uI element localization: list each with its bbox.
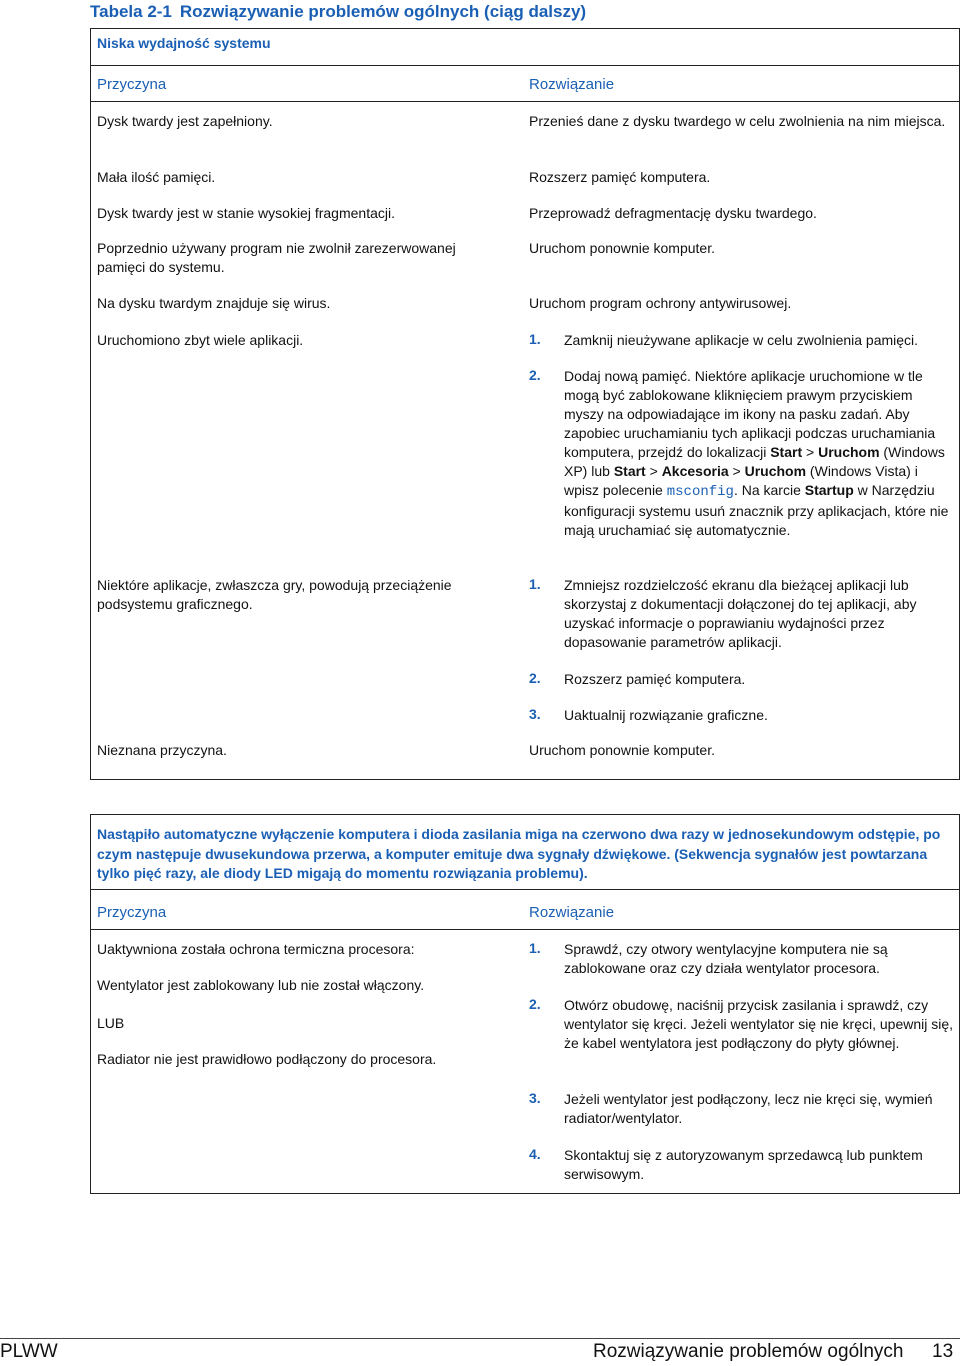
divider bbox=[91, 889, 959, 890]
divider bbox=[91, 929, 959, 930]
page-number: 13 bbox=[932, 1341, 954, 1362]
footer-rule bbox=[0, 1338, 960, 1339]
solution-cell: Uruchom ponownie komputer. bbox=[529, 240, 715, 256]
solution-cell: Rozszerz pamięć komputera. bbox=[529, 169, 711, 185]
tab-startup: Startup bbox=[804, 482, 854, 498]
solution-cell: Przeprowadź defragmentację dysku twardego. bbox=[529, 205, 817, 221]
section-title: Niska wydajność systemu bbox=[97, 35, 271, 51]
menu-accessories: Akcesoria bbox=[661, 463, 729, 479]
command-msconfig: msconfig bbox=[666, 484, 734, 500]
table-low-performance bbox=[90, 28, 960, 780]
cause-cell: Uaktywniona została ochrona termiczna procesora: bbox=[97, 941, 415, 957]
step-number: 2. bbox=[529, 367, 541, 383]
table-label: Tabela 2-1 bbox=[90, 2, 172, 21]
section-title: Nastąpiło automatyczne wyłączenie komputera i dioda zasilania miga na czerwono dwa razy w jednosekundowym odstępie, po czym następuje dwusekundowa przerwa, a komputer emituje dwa sygnały dźwiękowe. (Sekwencja sygnałów jest powtarzana tylko pięć razy, ale diody LED migają do momentu rozwiązania problemu). bbox=[97, 826, 941, 881]
footer-title: Rozwiązywanie problemów ogólnych bbox=[593, 1341, 904, 1362]
step-text: Otwórz obudowę, naciśnij przycisk zasilania i sprawdź, czy wentylator się kręci. Jeżeli wentylator się nie kręci, upewnij się, że kabel wentylatora jest podłączony do płyty głównej. bbox=[564, 997, 954, 1051]
header-cause: Przyczyna bbox=[97, 76, 167, 93]
step-text: Sprawdź, czy otwory wentylacyjne komputera nie są zablokowane oraz czy działa wentylator procesora. bbox=[564, 941, 888, 976]
table-title: Rozwiązywanie problemów ogólnych (ciąg dalszy) bbox=[179, 2, 587, 21]
step-number: 1. bbox=[529, 331, 541, 347]
step-number: 2. bbox=[529, 670, 541, 686]
step-number: 4. bbox=[529, 1146, 541, 1162]
cause-cell: Mała ilość pamięci. bbox=[97, 169, 216, 185]
menu-run: Uruchom bbox=[818, 444, 880, 460]
step-text: Jeżeli wentylator jest podłączony, lecz nie kręci się, wymień radiator/wentylator. bbox=[564, 1091, 933, 1126]
cause-cell: Poprzednio używany program nie zwolnił zarezerwowanej pamięci do systemu. bbox=[97, 240, 456, 275]
cause-cell: Dysk twardy jest zapełniony. bbox=[97, 113, 273, 129]
step-number: 1. bbox=[529, 576, 541, 592]
menu-start: Start bbox=[770, 444, 803, 460]
step-text: Uaktualnij rozwiązanie graficzne. bbox=[564, 707, 768, 723]
step-text: Dodaj nową pamięć. Niektóre aplikacje uruchomione w tle mogą być zablokowane kliknięciem prawym przyciskiem myszy na odpowiadające im ikony na pasku zadań. Aby zapobiec uruchamianiu tych aplikacji podczas uruchamiania komputera, przejdź do lokalizacji Start > Uruchom (Windows XP) lub Start > Akcesoria > Uruchom (Windows Vista) i wpisz polecenie msconfig. Na karcie Startup w Narzędziu konfiguracji systemu usuń znacznik przy aplikacjach, które nie mają uruchamiać się automatycznie. bbox=[564, 368, 949, 538]
menu-start: Start bbox=[613, 463, 646, 479]
step-number: 3. bbox=[529, 706, 541, 722]
solution-cell: Uruchom program ochrony antywirusowej. bbox=[529, 295, 792, 311]
header-cause: Przyczyna bbox=[97, 904, 167, 921]
step-number: 1. bbox=[529, 940, 541, 956]
step-number: 2. bbox=[529, 996, 541, 1012]
cause-cell: LUB bbox=[97, 1015, 125, 1031]
solution-cell: Uruchom ponownie komputer. bbox=[529, 742, 715, 758]
table-caption bbox=[90, 2, 586, 22]
header-solution: Rozwiązanie bbox=[529, 904, 615, 921]
menu-run: Uruchom bbox=[744, 463, 807, 479]
solution-cell: Przenieś dane z dysku twardego w celu zwolnienia na nim miejsca. bbox=[529, 113, 946, 129]
cause-cell: Niektóre aplikacje, zwłaszcza gry, powodują przeciążenie podsystemu graficznego. bbox=[97, 577, 452, 612]
step-number: 3. bbox=[529, 1090, 541, 1106]
cause-cell: Radiator nie jest prawidłowo podłączony do procesora. bbox=[97, 1051, 437, 1067]
divider bbox=[91, 101, 959, 102]
table-thermal-shutdown bbox=[90, 814, 960, 1194]
cause-cell: Dysk twardy jest w stanie wysokiej fragmentacji. bbox=[97, 205, 395, 221]
cause-cell: Wentylator jest zablokowany lub nie został włączony. bbox=[97, 977, 425, 993]
step-text: Zamknij nieużywane aplikacje w celu zwolnienia pamięci. bbox=[564, 332, 919, 348]
step-text: Skontaktuj się z autoryzowanym sprzedawcą lub punktem serwisowym. bbox=[564, 1147, 923, 1182]
step-text: Rozszerz pamięć komputera. bbox=[564, 671, 746, 687]
divider bbox=[91, 65, 959, 66]
cause-cell: Nieznana przyczyna. bbox=[97, 742, 227, 758]
step-text: Zmniejsz rozdzielczość ekranu dla bieżącej aplikacji lub skorzystaj z dokumentacji dołączonej do tej aplikacji, aby uzyskać informacje o poprawianiu wydajności przez dopasowanie parametrów aplikacji. bbox=[564, 577, 917, 650]
footer-left: PLWW bbox=[0, 1341, 58, 1362]
header-solution: Rozwiązanie bbox=[529, 76, 615, 93]
cause-cell: Uruchomiono zbyt wiele aplikacji. bbox=[97, 332, 304, 348]
cause-cell: Na dysku twardym znajduje się wirus. bbox=[97, 295, 331, 311]
